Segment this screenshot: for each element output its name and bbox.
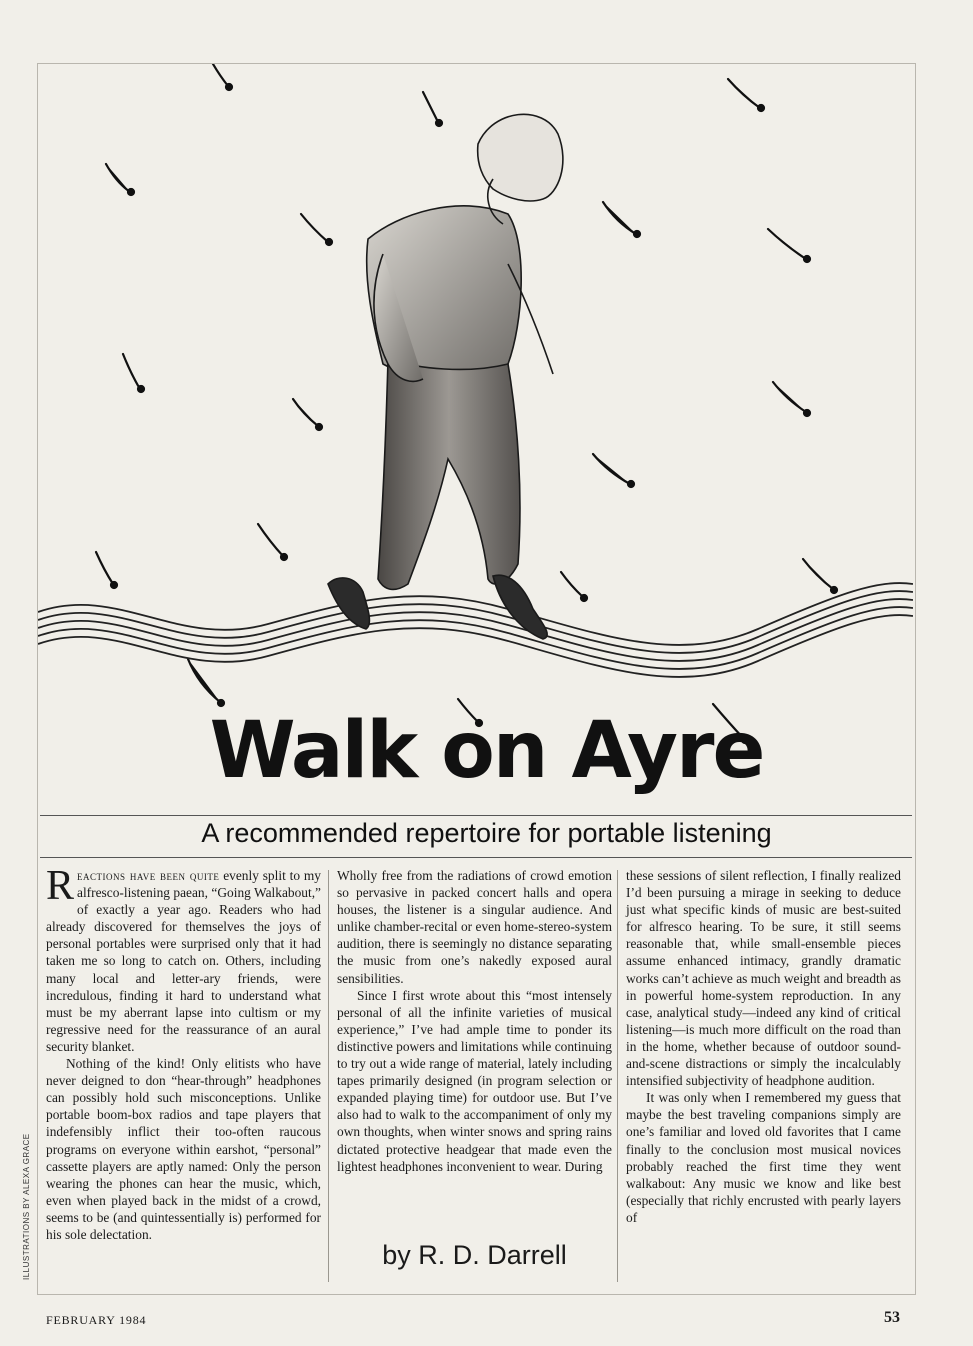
column-1-paragraph-1 (46, 863, 321, 1055)
walking-figure (328, 114, 563, 639)
column-divider (328, 870, 329, 1282)
drop-cap: R (46, 863, 75, 909)
column-divider (617, 870, 618, 1282)
column-1-paragraph-2: Nothing of the kind! Only elitists who have never deigned to don “hear-through” headphones can possibly hold such misconceptions. Unlike portable boom-box radios and tape players that indefensibly inflict their too-often raucous programs on everyone within earshot, “personal” cassette players are aptly named: Only the person wearing the phones can hear the music, which, even when played back in the midst of a crowd, seems to be (and quintessentially is) performed for his sole delectation. (46, 1056, 321, 1242)
column-2-paragraph-1: Wholly free from the radiations of crowd emotion so pervasive in packed concert halls and opera houses, the listener is a singular audience. And unlike chamber-recital or even home-stereo-system audition, there is seemingly no distance separating the music from one’s nakedly exposed aural sensibilities. (337, 868, 612, 986)
column-3 (626, 867, 901, 1226)
walking-man-illustration (38, 64, 913, 794)
column-1 (46, 863, 321, 1243)
illustration-credit: ILLUSTRATIONS BY ALEXA GRACE (22, 1133, 31, 1280)
column-3-paragraph-1: these sessions of silent reflection, I finally realized I’d been pursuing a mirage in seeking to deduce just what specific kinds of music are best-suited for alfresco hearing. To be sure, it still seems reasonable that, while small-ensemble pieces assume enhanced intimacy, grandly dramatic works can’t achieve as much weight and breadth as in powerful home-system reproduction. In any case, analytical study—indeed any kind of critical listening—is much more difficult on the road than in the home, whether because of outdoor sound-and-scene distractions or simply the incalculably intensified subjectivity of headphone audition. (626, 868, 901, 1089)
article-subtitle: A recommended repertoire for portable listening (201, 818, 772, 848)
column-2 (337, 867, 612, 1175)
column-3-paragraph-2: It was only when I remembered my guess that maybe the best traveling companions simply are one’s familiar and loved old favorites that I came finally to the conclusion most musical novices probably reached the first time they went walkabout: Any music we know and like best (especially that richly encrusted with pearly layers of (626, 1090, 901, 1225)
subtitle-divider (40, 857, 912, 858)
article-title: Walk on Ayre (209, 706, 764, 796)
byline: by R. D. Darrell (382, 1240, 567, 1270)
paragraph-text: evenly split to my alfresco-listening paean, “Going Walkabout,” of exactly a year ago. Readers who had already discovered for themselves the joys of personal portables were surprised only that it had taken me so long to catch on. Others, including many local and letter-ary friends, were incredulous, finding it hard to understand what must be my aberrant lapse into cultism or my regressive need for the reassurance of an aural security blanket. (46, 868, 321, 1054)
music-staff (38, 583, 913, 677)
page-number: 53 (884, 1309, 900, 1326)
issue-date: FEBRUARY 1984 (46, 1313, 147, 1327)
lead-in: eactions have been quite (77, 868, 220, 883)
title-divider (40, 815, 912, 816)
column-2-paragraph-2: Since I first wrote about this “most intensely personal of all the infinite varieties of musical experience,” I’ve had ample time to ponder its distinctive powers and limitations while continuing to try out a wide range of material, lately including tapes primarily designed (in program selection or expanded playing time) for outdoor use. But I’ve also had to walk to the accompaniment of only my own thoughts, when winter snows and spring rains dictated protective headgear that made even the lightest headphones inconvenient to wear. During (337, 987, 612, 1174)
